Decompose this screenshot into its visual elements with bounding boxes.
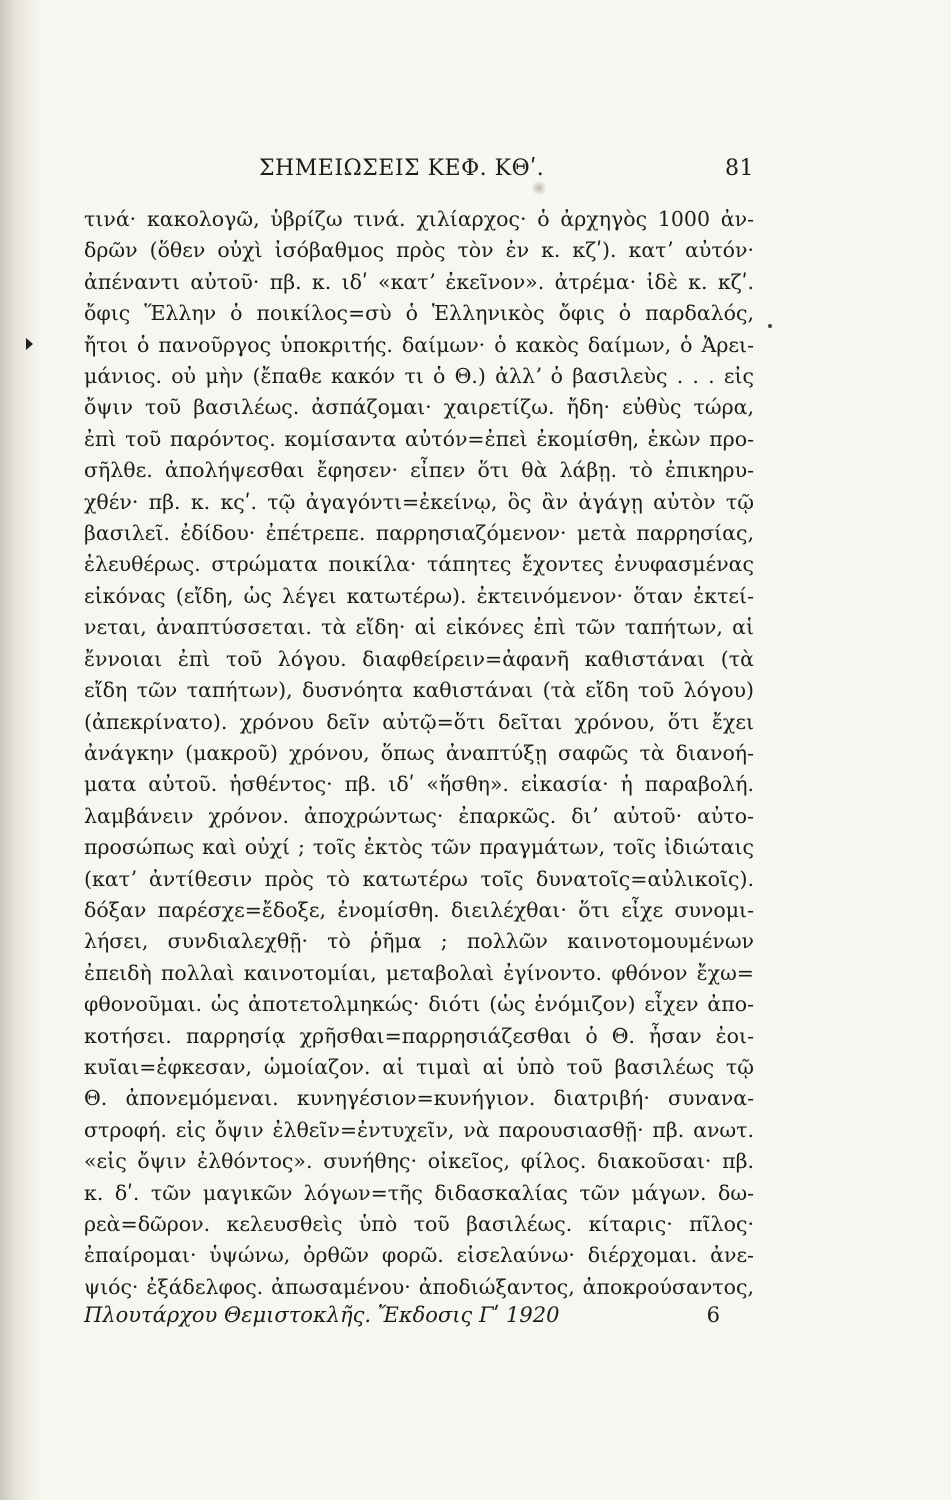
- text-line: «εἰς ὄψιν ἐλθόντος». συνήθης· οἰκεῖος, φίλος. διακοῦσαι· πβ.: [84, 1149, 754, 1174]
- text-line: Θ. ἀπονεμόμεναι. κυνηγέσιον=κυνήγιον. διατριβή· συνανα-: [84, 1086, 754, 1111]
- text-line: δόξαν παρέσχε=ἔδοξε, ἐνομίσθη. διειλέχθαι· ὅτι εἶχε συνομι-: [84, 897, 754, 922]
- binding-gutter: [0, 0, 44, 1500]
- text-line: νεται, ἀναπτύσσεται. τὰ εἴδη· αἱ εἰκόνες ἐπὶ τῶν ταπήτων, αἱ: [84, 615, 754, 640]
- header-title: ΣΗΜΕΙΩΣΕΙΣ ΚΕΦ. ΚΘʹ.: [259, 156, 545, 181]
- text-line: ἐλευθέρως. στρώματα ποικίλα· τάπητες ἔχοντες ἐνυφασμένας: [84, 552, 754, 577]
- text-line: φθονοῦμαι. ὡς ἀποτετολμηκώς· διότι (ὡς ἐνόμιζον) εἶχεν ἀπο-: [84, 992, 754, 1017]
- text-line: λαμβάνειν χρόνον. ἀποχρώντως· ἐπαρκῶς. διʼ αὐτοῦ· αὐτο-: [84, 803, 754, 828]
- text-line: βασιλεῖ. ἐδίδου· ἐπέτρεπε. παρρησιαζόμενον· μετὰ παρρησίας,: [84, 521, 754, 546]
- text-line: εἴδη τῶν ταπήτων), δυσνόητα καθιστάναι (τὰ εἴδη τοῦ λόγου): [84, 678, 754, 703]
- page-footer: [84, 1303, 720, 1339]
- text-line: ἐπαίρομαι· ὑψώνω, ὀρθῶν φορῶ. εἰσελαύνω· διέρχομαι. ἀνε-: [84, 1243, 754, 1268]
- text-line: ἐπειδὴ πολλαὶ καινοτομίαι, μεταβολαὶ ἐγίνοντο. φθόνον ἔχω=: [84, 960, 754, 985]
- text-line: ἤτοι ὁ πανοῦργος ὑποκριτής. δαίμων· ὁ κακὸς δαίμων, ὁ Ἀρει-: [84, 332, 754, 357]
- running-header: [84, 150, 754, 190]
- page: [84, 150, 754, 1303]
- text-line: (ἀπεκρίνατο). χρόνου δεῖν αὐτῷ=ὅτι δεῖται χρόνου, ὅτι ἔχει: [84, 709, 754, 734]
- text-line: ἐπὶ τοῦ παρόντος. κομίσαντα αὐτόν=ἐπεὶ ἐκομίσθη, ἑκὼν προ-: [84, 426, 754, 451]
- text-line: δρῶν (ὅθεν οὐχὶ ἰσόβαθμος πρὸς τὸν ἐν κ. κζʹ). κατʼ αὐτόν·: [84, 238, 754, 263]
- sheet-number: 6: [706, 1303, 720, 1327]
- text-line: λήσει, συνδιαλεχθῇ· τὸ ῥῆμα ; πολλῶν καινοτομουμένων: [84, 929, 754, 954]
- text-line: μάνιος. οὐ μὴν (ἔπαθε κακόν τι ὁ Θ.) ἀλλʼ ὁ βασιλεὺς . . . εἰς: [84, 364, 754, 389]
- text-line: ψιός· ἐξάδελφος. ἀπωσαμένου· ἀποδιώξαντος, ἀποκρούσαντος,: [84, 1274, 754, 1299]
- text-line: ἀνάγκην (μακροῦ) χρόνου, ὅπως ἀναπτύξῃ σαφῶς τὰ διανοή-: [84, 740, 754, 765]
- text-line: ἀπέναντι αὐτοῦ· πβ. κ. ιδʹ «κατʼ ἐκεῖνον». ἀτρέμα· ἰδὲ κ. κζʹ.: [84, 269, 754, 294]
- text-line: στροφή. εἰς ὄψιν ἐλθεῖν=ἐντυχεῖν, νὰ παρουσιασθῇ· πβ. ανωτ.: [84, 1117, 754, 1142]
- text-line: ματα αὐτοῦ. ἡσθέντος· πβ. ιδʹ «ἥσθη». εἰκασία· ἡ παραβολή.: [84, 772, 754, 797]
- text-line: χθέν· πβ. κ. κςʹ. τῷ ἀγαγόντι=ἐκείνῳ, ὃς ἂν ἀγάγῃ αὐτὸν τῷ: [84, 489, 754, 514]
- text-line: εἰκόνας (εἴδη, ὡς λέγει κατωτέρω). ἐκτεινόμενον· ὅταν ἐκτεί-: [84, 583, 754, 608]
- text-line: κ. δʹ. τῶν μαγικῶν λόγων=τῆς διδασκαλίας τῶν μάγων. δω-: [84, 1180, 754, 1205]
- printer-signature: Πλουτάρχου Θεμιστοκλῆς. Ἔκδοσις Γʹ 1920: [84, 1303, 560, 1327]
- text-line: τινά· κακολογῶ, ὑβρίζω τινά. χιλίαρχος· ὁ ἀρχηγὸς 1000 ἀν-: [84, 207, 754, 231]
- text-line: κυῖαι=ἐφκεσαν, ὡμοίαζον. αἱ τιμαὶ αἱ ὑπὸ τοῦ βασιλέως τῷ: [84, 1054, 754, 1079]
- text-line: κοτήσει. παρρησίᾳ χρῆσθαι=παρρησιάζεσθαι ὁ Θ. ἦσαν ἐοι-: [84, 1023, 754, 1048]
- text-line: (κατʼ ἀντίθεσιν πρὸς τὸ κατωτέρω τοῖς δυνατοῖς=αὐλικοῖς).: [84, 866, 754, 891]
- text-line: ὄψιν τοῦ βασιλέως. ἀσπάζομαι· χαιρετίζω. ἤδη· εὐθὺς τώρα,: [84, 395, 754, 420]
- margin-mark-icon: [26, 338, 33, 350]
- page-number: 81: [725, 156, 754, 181]
- text-line: προσώπως καὶ οὐχί ; τοῖς ἐκτὸς τῶν πραγμάτων, τοῖς ἰδιώταις: [84, 835, 754, 860]
- text-line: ἔννοιαι ἐπὶ τοῦ λόγου. διαφθείρειν=ἀφανῆ καθιστάναι (τὰ: [84, 646, 754, 671]
- text-line: ρεὰ=δῶρον. κελευσθεὶς ὑπὸ τοῦ βασιλέως. κίταρις· πῖλος·: [84, 1212, 754, 1236]
- notes-body: [84, 204, 754, 1303]
- margin-dot: [768, 324, 772, 328]
- text-line: σῆλθε. ἀπολήψεσθαι ἔφησεν· εἶπεν ὅτι θὰ λάβῃ. τὸ ἐπικηρυ-: [84, 458, 754, 483]
- text-line: ὄφις Ἕλλην ὁ ποικίλος=σὺ ὁ Ἑλληνικὸς ὄφις ὁ παρδαλός,: [84, 301, 754, 326]
